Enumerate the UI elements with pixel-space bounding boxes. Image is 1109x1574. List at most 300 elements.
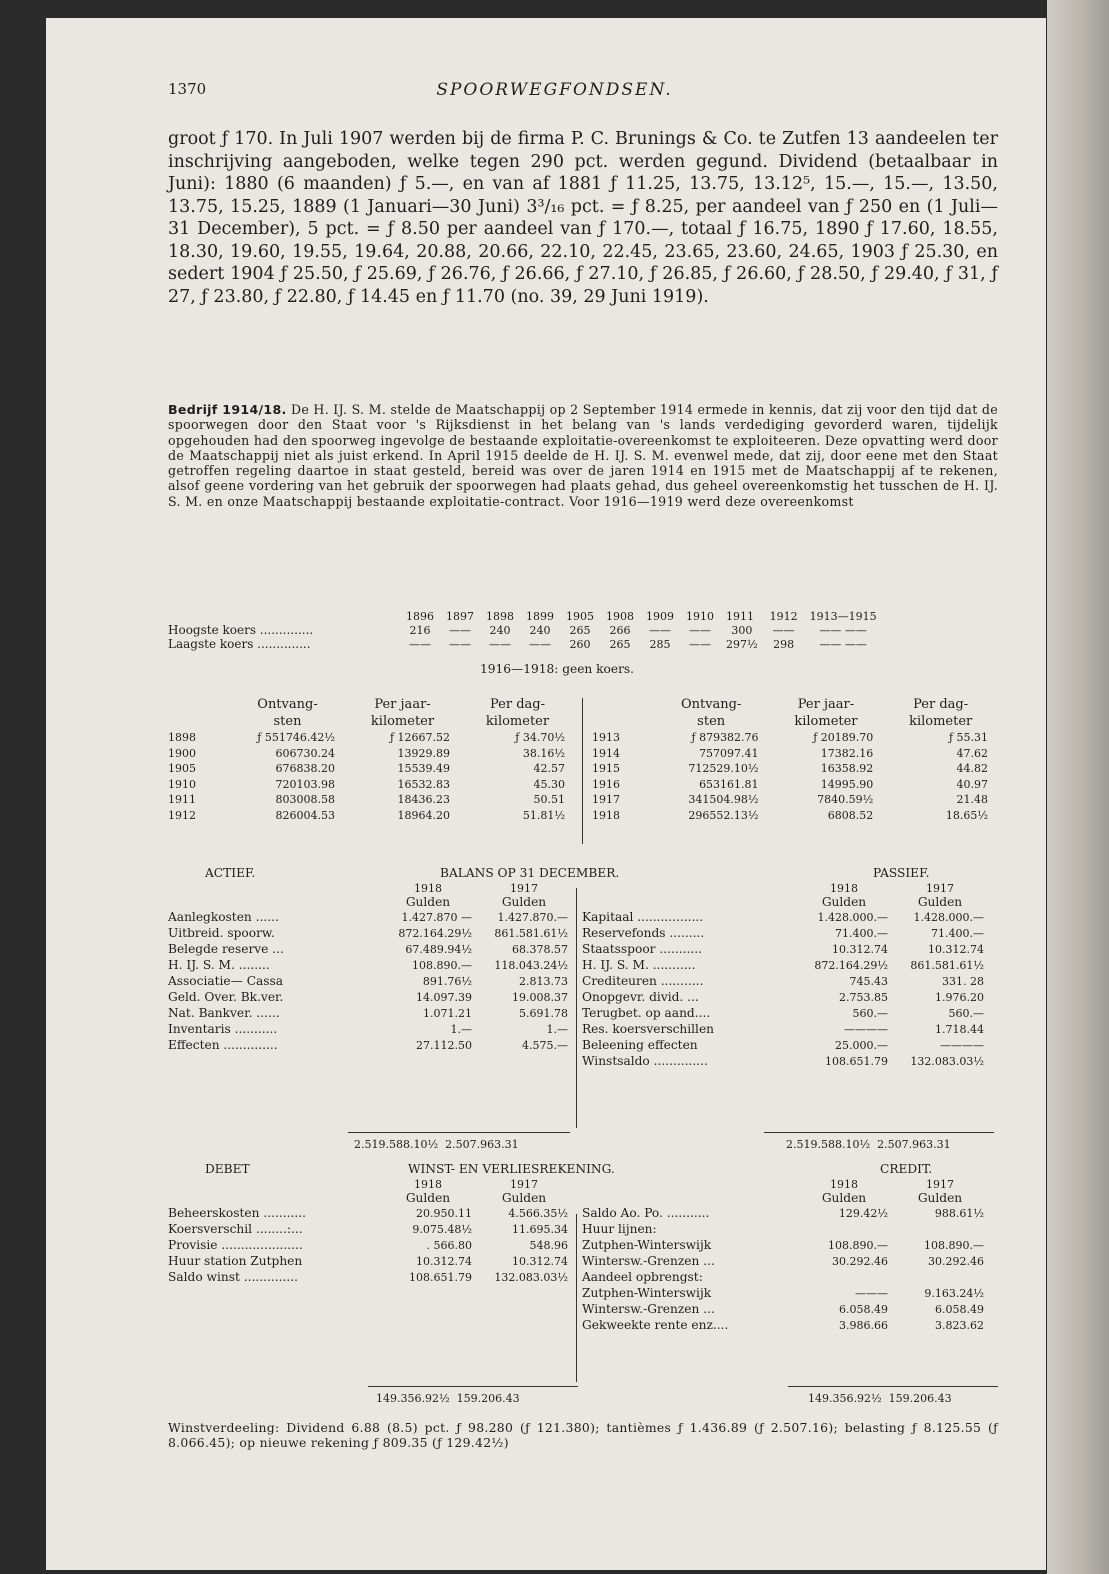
actief-label: Aanlegkosten ...... xyxy=(168,910,279,924)
actief-unit: Gulden xyxy=(501,895,547,909)
passief-value: 872.164.29½ xyxy=(814,958,888,972)
passief-value: 71.400.— xyxy=(835,926,888,940)
actief-value: 27.112.50 xyxy=(416,1038,472,1052)
koers-value: 298 xyxy=(773,637,795,651)
actief-heading: ACTIEF. xyxy=(205,866,256,880)
koers-value: 240 xyxy=(529,623,551,637)
balans-total-rule-left xyxy=(348,1132,570,1133)
koers-label: Laagste koers .............. xyxy=(168,637,311,651)
winst-divider xyxy=(576,1214,577,1382)
passief-value: 1.428.000.— xyxy=(817,910,888,924)
credit-value xyxy=(892,1221,988,1237)
koers-value: —— xyxy=(489,637,511,651)
ontvangsten-header: Per jaar- kilometer xyxy=(794,697,858,729)
credit-value: 6.058.49 xyxy=(839,1302,888,1316)
passief-value: 2.753.85 xyxy=(839,990,888,1004)
ontvangsten-value: 44.82 xyxy=(956,762,988,775)
debet-value: 132.083.03½ xyxy=(494,1270,568,1284)
winstverdeeling-paragraph: Winstverdeeling: Dividend 6.88 (8.5) pct. ƒ 98.280 (ƒ 121.380); tantièmes ƒ 1.436.89 (ƒ 2.507.16); belasting ƒ 8.125.55 (ƒ 8.066.45); op nieuwe rekening ƒ 809.35 (ƒ 129.42½) xyxy=(168,1420,998,1451)
ontvangsten-value: ƒ 879382.76 xyxy=(691,731,759,744)
debet-label: Huur station Zutphen xyxy=(168,1254,303,1268)
credit-value xyxy=(892,1269,988,1285)
ontvangsten-value: 757097.41 xyxy=(699,746,759,760)
actief-row xyxy=(168,1037,572,1053)
ontvangsten-value: 50.51 xyxy=(533,793,565,806)
ontvangsten-header: Per jaar- kilometer xyxy=(370,697,435,729)
ontvangsten-value: ƒ 55.31 xyxy=(948,731,988,744)
ontvangsten-header-row xyxy=(168,696,575,730)
ontvangsten-row xyxy=(168,792,575,808)
bedrijf-text: De H. IJ. S. M. stelde de Maatschappij op 2 September 1914 ermede in kennis, dat zij voor den tijd dat de spoorwegen door den Staat voor 's Rijksdienst in het belang van 's lands verdediging gevorderd waren, tijdelijk opgehouden had den spoorweg ingevolge de bestaande exploitatie-overeenkomst te exploiteeren. Deze opvatting werd door de Maatschappij niet als juist erkend. In April 1915 deelde de H. IJ. S. M. evenwel mede, dat zij, door eene met den Staat getroffen regeling daartoe in staat gesteld, bereid was over de jaren 1914 en 1915 met de Maatschappij af te rekenen, alsof geene vordering van het gebruik der spoorwegen had plaats gehad, dus geheel overeenkomstig het tusschen de H. IJ. S. M. en onze Maatschappij bestaande exploitatie-contract. Voor 1916—1919 werd deze overeenkomst xyxy=(168,402,998,509)
passief-unit: Gulden xyxy=(917,895,963,909)
credit-label: Gekweekte rente enz.... xyxy=(582,1318,729,1332)
passief-label: Beleening effecten xyxy=(582,1038,698,1052)
ontvangsten-value: 18.65½ xyxy=(945,808,988,822)
debet-value: 20.950.11 xyxy=(416,1206,472,1220)
passief-unit: Gulden xyxy=(821,895,867,909)
passief-year: 1918 xyxy=(830,882,858,895)
ontvangsten-header: Ontvang- sten xyxy=(257,697,318,729)
passief-label: Reservefonds ......... xyxy=(582,926,705,940)
page-number: 1370 xyxy=(168,80,207,98)
actief-value: 1.— xyxy=(450,1022,472,1036)
passief-label: Staatsspoor ........... xyxy=(582,942,702,956)
passief-value: 10.312.74 xyxy=(832,942,888,956)
ontvangsten-row xyxy=(168,808,575,824)
actief-label: Nat. Bankver. ...... xyxy=(168,1006,280,1020)
ontvangsten-value: 40.97 xyxy=(956,777,988,791)
winst-total-rule-left xyxy=(368,1386,578,1387)
passief-label: H. IJ. S. M. ........... xyxy=(582,958,696,972)
ontvangsten-row xyxy=(168,746,575,762)
koers-value: —— —— xyxy=(819,637,867,651)
koers-header-row xyxy=(168,610,883,623)
ontvangsten-row xyxy=(592,792,998,808)
credit-label: Wintersw.-Grenzen ... xyxy=(582,1302,715,1316)
ontvangsten-year: 1915 xyxy=(592,762,620,775)
debet-year: 1918 xyxy=(414,1178,442,1191)
debet-label: Provisie ..................... xyxy=(168,1238,303,1252)
debet-row xyxy=(168,1253,572,1269)
ontvangsten-divider xyxy=(582,698,583,844)
ontvangsten-row xyxy=(592,746,998,762)
debet-value: 9.075.48½ xyxy=(412,1222,472,1236)
passief-value: 861.581.61½ xyxy=(910,958,984,972)
credit-label: Huur lijnen: xyxy=(582,1222,657,1236)
credit-value: 108.890.— xyxy=(828,1238,888,1252)
debet-year-row xyxy=(168,1178,572,1191)
credit-row xyxy=(582,1221,988,1237)
ontvangsten-value: 21.48 xyxy=(956,793,988,806)
koers-label: Hoogste koers .............. xyxy=(168,623,314,637)
actief-label: Belegde reserve ... xyxy=(168,942,284,956)
ontvangsten-row xyxy=(592,777,998,793)
actief-value: 1.427.870 — xyxy=(401,910,472,924)
actief-value: 891.76½ xyxy=(422,974,472,988)
ontvangsten-value: 13929.89 xyxy=(397,746,450,760)
ontvangsten-value: 51.81½ xyxy=(522,808,565,822)
debet-value: 4.566.35½ xyxy=(508,1206,568,1220)
koers-value: 240 xyxy=(489,623,511,637)
actief-label: Inventaris ........... xyxy=(168,1022,278,1036)
debet-unit: Gulden xyxy=(405,1191,451,1205)
bedrijf-paragraph xyxy=(168,402,998,509)
actief-value: 1.427.870.— xyxy=(497,910,568,924)
ontvangsten-left xyxy=(168,696,575,823)
debet-corner xyxy=(168,1178,380,1191)
ontvangsten-value: 45.30 xyxy=(533,777,565,791)
actief-label: Geld. Over. Bk.ver. xyxy=(168,990,284,1004)
passief-row xyxy=(582,1037,988,1053)
koers-value: —— xyxy=(449,637,471,651)
credit-corner xyxy=(582,1178,796,1191)
koers-value: —— xyxy=(449,623,471,637)
credit-value: 108.890.— xyxy=(924,1238,984,1252)
ontvangsten-year: 1898 xyxy=(168,731,196,744)
winst-debet xyxy=(168,1178,572,1285)
debet-row xyxy=(168,1221,572,1237)
debet-value: 108.651.79 xyxy=(409,1270,472,1284)
balans-actief xyxy=(168,882,572,1053)
ontvangsten-value: 16358.92 xyxy=(820,762,874,775)
winst-credit xyxy=(582,1178,988,1333)
passief-heading: PASSIEF. xyxy=(873,866,930,880)
passief-row xyxy=(582,1053,988,1069)
winst-total-left: 149.356.92½ 159.206.43 xyxy=(376,1392,520,1405)
passief-row xyxy=(582,989,988,1005)
winst-table xyxy=(168,1178,998,1418)
ontvangsten-row xyxy=(168,761,575,777)
debet-unit: Gulden xyxy=(501,1191,547,1205)
ontvangsten-year: 1910 xyxy=(168,777,196,791)
ontvangsten-value: 296552.13½ xyxy=(688,808,759,822)
ontvangsten-table xyxy=(168,696,998,846)
koers-value: —— xyxy=(409,637,431,651)
passief-year-row xyxy=(582,882,988,895)
credit-value: 988.61½ xyxy=(934,1206,984,1220)
passief-year: 1917 xyxy=(926,882,954,895)
actief-year: 1917 xyxy=(510,882,538,895)
ontvangsten-year: 1918 xyxy=(592,808,620,822)
passief-value: 745.43 xyxy=(849,974,888,988)
koers-grid xyxy=(168,610,883,651)
credit-row xyxy=(582,1301,988,1317)
credit-value: 30.292.46 xyxy=(928,1254,984,1268)
actief-value: 1.071.21 xyxy=(423,1006,472,1020)
running-title: SPOORWEGFONDSEN. xyxy=(436,80,673,100)
koers-value: —— xyxy=(529,637,551,651)
passief-label: Crediteuren ........... xyxy=(582,974,704,988)
koers-value: —— xyxy=(772,623,795,637)
actief-unit: Gulden xyxy=(405,895,451,909)
koers-value: 265 xyxy=(569,623,591,637)
passief-row xyxy=(582,909,988,925)
passief-unit-row xyxy=(582,895,988,909)
ontvangsten-value: 676838.20 xyxy=(275,762,335,775)
credit-unit: Gulden xyxy=(821,1191,867,1205)
actief-label: Associatie— Cassa xyxy=(168,974,284,988)
credit-label: Aandeel opbrengst: xyxy=(582,1270,703,1284)
balans-divider xyxy=(576,888,577,1128)
koers-value: 216 xyxy=(409,623,431,637)
ontvangsten-value: 606730.24 xyxy=(275,746,335,760)
credit-unit: Gulden xyxy=(917,1191,963,1205)
passief-row xyxy=(582,941,988,957)
credit-label: Saldo Ao. Po. ........... xyxy=(582,1206,710,1220)
passief-value: ———— xyxy=(844,1022,888,1036)
credit-year: 1918 xyxy=(830,1178,858,1191)
ontvangsten-row xyxy=(168,730,575,746)
debet-row xyxy=(168,1269,572,1285)
actief-row xyxy=(168,973,572,989)
passief-label: Terugbet. op aand.... xyxy=(582,1006,711,1020)
ontvangsten-value: 712529.10½ xyxy=(688,762,759,775)
ontvangsten-value: 803008.58 xyxy=(275,793,335,806)
debet-label: Beheerskosten ........... xyxy=(168,1206,306,1220)
passief-value: ———— xyxy=(940,1038,984,1052)
actief-year-row xyxy=(168,882,572,895)
koers-value: 297½ xyxy=(726,637,758,651)
debet-row xyxy=(168,1205,572,1221)
balans-total-left: 2.519.588.10½ 2.507.963.31 xyxy=(354,1138,519,1151)
passief-corner xyxy=(582,882,796,895)
koers-year: 1899 xyxy=(526,610,554,623)
actief-value: 872.164.29½ xyxy=(398,926,472,940)
credit-row xyxy=(582,1253,988,1269)
credit-row xyxy=(582,1205,988,1221)
credit-corner xyxy=(582,1191,796,1205)
actief-row xyxy=(168,909,572,925)
koers-value: —— xyxy=(689,637,711,651)
ontvangsten-value: ƒ 34.70½ xyxy=(515,731,565,744)
ontvangsten-value: 14995.90 xyxy=(820,777,874,791)
actief-row xyxy=(168,941,572,957)
ontvangsten-year: 1900 xyxy=(168,746,196,760)
debet-value: 548.96 xyxy=(529,1238,568,1252)
actief-row xyxy=(168,957,572,973)
passief-value: 10.312.74 xyxy=(928,942,984,956)
actief-corner xyxy=(168,882,380,895)
ontvangsten-value: 7840.59½ xyxy=(817,793,874,806)
passief-corner xyxy=(582,895,796,909)
ontvangsten-value: 18436.23 xyxy=(397,793,450,806)
credit-row xyxy=(582,1285,988,1301)
ontvangsten-year: 1916 xyxy=(592,777,620,791)
actief-row xyxy=(168,925,572,941)
ontvangsten-row xyxy=(592,761,998,777)
actief-value: 1.— xyxy=(546,1022,568,1036)
debet-corner xyxy=(168,1191,380,1205)
passief-value: 25.000.— xyxy=(835,1038,888,1052)
koers-year: 1908 xyxy=(606,610,634,623)
passief-value: 560.— xyxy=(852,1006,888,1020)
ontvangsten-value: 720103.98 xyxy=(275,777,335,791)
ontvangsten-year: 1917 xyxy=(592,793,620,806)
book-spine xyxy=(1047,0,1109,1574)
actief-value: 68.378.57 xyxy=(512,942,568,956)
passief-value: 71.400.— xyxy=(931,926,984,940)
actief-year: 1918 xyxy=(414,882,442,895)
debet-value: 11.695.34 xyxy=(512,1222,568,1236)
ontvangsten-row xyxy=(592,730,998,746)
ontvangsten-corner xyxy=(592,696,654,730)
passief-row xyxy=(582,973,988,989)
ontvangsten-header: Per dag- kilometer xyxy=(909,697,973,729)
intro-paragraph: groot ƒ 170. In Juli 1907 werden bij de firma P. C. Brunings & Co. te Zutfen 13 aandeelen ter inschrijving aangeboden, welke tegen 290 pct. werden gegund. Dividend (betaalbaar in Juni): 1880 (6 maanden) ƒ 5.—, en van af 1881 ƒ 11.25, 13.75, 13.12⁵, 15.—, 15.—, 13.50, 13.75, 15.25, 1889 (1 Januari—30 Juni) 3³/₁₆ pct. = ƒ 8.25, per aandeel van ƒ 250 en (1 Juli—31 December), 5 pct. = ƒ 8.50 per aandeel van ƒ 170.—, totaal ƒ 16.75, 1890 ƒ 17.60, 18.55, 18.30, 19.60, 19.55, 19.64, 20.88, 20.66, 22.10, 22.45, 23.65, 23.60, 24.65, 1903 ƒ 25.30, en sedert 1904 ƒ 25.50, ƒ 25.69, ƒ 26.76, ƒ 26.66, ƒ 27.10, ƒ 26.85, ƒ 26.60, ƒ 28.50, ƒ 29.40, ƒ 31, ƒ 27, ƒ 23.80, ƒ 22.80, ƒ 14.45 en ƒ 11.70 (no. 39, 29 Juni 1919). xyxy=(168,129,998,307)
credit-value: ——— xyxy=(855,1286,888,1300)
koers-year: 1896 xyxy=(406,610,434,623)
credit-year-row xyxy=(582,1178,988,1191)
ontvangsten-year: 1905 xyxy=(168,762,196,775)
koers-year: 1913—1915 xyxy=(809,610,877,623)
actief-value: 861.581.61½ xyxy=(494,926,568,940)
actief-value: 2.813.73 xyxy=(519,974,568,988)
credit-label: Wintersw.-Grenzen ... xyxy=(582,1254,715,1268)
ontvangsten-year: 1913 xyxy=(592,731,620,744)
debet-label: Saldo winst .............. xyxy=(168,1270,298,1284)
ontvangsten-corner xyxy=(168,696,230,730)
koers-year: 1912 xyxy=(769,610,798,623)
passief-label: Kapitaal ................. xyxy=(582,910,704,924)
balans-table xyxy=(168,882,998,1150)
ontvangsten-year: 1911 xyxy=(168,793,196,806)
actief-value: 5.691.78 xyxy=(519,1006,568,1020)
credit-label: Zutphen-Winterswijk xyxy=(582,1238,712,1252)
passief-value: 1.428.000.— xyxy=(913,910,984,924)
koers-value: 265 xyxy=(609,637,631,651)
koers-note: 1916—1918: geen koers. xyxy=(480,662,635,676)
credit-value: 129.42½ xyxy=(838,1206,888,1220)
ontvangsten-value: 42.57 xyxy=(533,762,565,775)
credit-value: 30.292.46 xyxy=(832,1254,888,1268)
koers-value: —— xyxy=(649,623,671,637)
bedrijf-label: Bedrijf 1914/18. xyxy=(168,402,287,417)
ontvangsten-value: 16532.83 xyxy=(397,777,450,791)
ontvangsten-value: 6808.52 xyxy=(827,808,874,822)
winst-total-right: 149.356.92½ 159.206.43 xyxy=(808,1392,952,1405)
koers-value: 260 xyxy=(569,637,591,651)
passief-value: 1.718.44 xyxy=(935,1022,984,1036)
koers-year: 1909 xyxy=(646,610,674,623)
koers-year: 1897 xyxy=(446,610,474,623)
koers-value: —— —— xyxy=(819,623,867,637)
actief-row xyxy=(168,1021,572,1037)
debet-heading: DEBET xyxy=(205,1162,250,1176)
passief-row xyxy=(582,1021,988,1037)
actief-corner xyxy=(168,895,380,909)
ontvangsten-value: 38.16½ xyxy=(522,746,565,760)
credit-value: 3.986.66 xyxy=(839,1318,888,1332)
actief-label: H. IJ. S. M. ........ xyxy=(168,958,270,972)
ontvangsten-year: 1914 xyxy=(592,746,620,760)
actief-unit-row xyxy=(168,895,572,909)
balans-passief xyxy=(582,882,988,1069)
winst-total-rule-right xyxy=(788,1386,998,1387)
passief-row xyxy=(582,957,988,973)
ontvangsten-value: 653161.81 xyxy=(699,777,759,791)
debet-label: Koersverschil ........:... xyxy=(168,1222,303,1236)
debet-year: 1917 xyxy=(510,1178,538,1191)
koers-year: 1905 xyxy=(566,610,594,623)
credit-value: 6.058.49 xyxy=(935,1302,984,1316)
debet-value: 10.312.74 xyxy=(512,1254,568,1268)
passief-row xyxy=(582,1005,988,1021)
ontvangsten-value: 341504.98½ xyxy=(688,793,759,806)
koers-row xyxy=(168,623,883,637)
koers-year: 1910 xyxy=(686,610,714,623)
koers-year: 1898 xyxy=(486,610,514,623)
koers-table xyxy=(168,610,883,651)
koers-value: 285 xyxy=(649,637,671,651)
actief-row xyxy=(168,1005,572,1021)
debet-unit-row xyxy=(168,1191,572,1205)
actief-value: 14.097.39 xyxy=(416,990,472,1004)
actief-value: 67.489.94½ xyxy=(405,942,472,956)
ontvangsten-value: ƒ 12667.52 xyxy=(389,731,450,744)
actief-value: 19.008.37 xyxy=(512,990,568,1004)
ontvangsten-value: 17382.16 xyxy=(820,746,874,760)
credit-row xyxy=(582,1237,988,1253)
passief-row xyxy=(582,925,988,941)
debet-row xyxy=(168,1237,572,1253)
passief-value: 1.976.20 xyxy=(935,990,984,1004)
ontvangsten-value: 18964.20 xyxy=(397,808,450,822)
credit-heading: CREDIT. xyxy=(880,1162,933,1176)
credit-value: 9.163.24½ xyxy=(924,1286,984,1300)
credit-row xyxy=(582,1269,988,1285)
actief-value: 118.043.24½ xyxy=(494,958,568,972)
koers-year: 1911 xyxy=(726,610,754,623)
credit-value xyxy=(796,1221,892,1237)
debet-value: 10.312.74 xyxy=(416,1254,472,1268)
actief-value: 108.890.— xyxy=(412,958,472,972)
ontvangsten-year: 1912 xyxy=(168,808,196,822)
actief-label: Uitbreid. spoorw. xyxy=(168,926,275,940)
ontvangsten-value: ƒ 20189.70 xyxy=(813,731,874,744)
winst-heading: WINST- EN VERLIESREKENING. xyxy=(408,1162,615,1176)
actief-row xyxy=(168,989,572,1005)
ontvangsten-row xyxy=(592,808,998,824)
koers-corner xyxy=(168,610,400,623)
balans-total-rule-right xyxy=(764,1132,994,1133)
actief-value: 4.575.— xyxy=(522,1038,568,1052)
koers-value: —— xyxy=(689,623,711,637)
balans-heading: BALANS OP 31 DECEMBER. xyxy=(440,866,620,880)
ontvangsten-value: 47.62 xyxy=(956,746,988,760)
credit-value: 3.823.62 xyxy=(935,1318,984,1332)
koers-row xyxy=(168,637,883,651)
koers-value: 300 xyxy=(731,623,753,637)
passief-value: 108.651.79 xyxy=(825,1054,888,1068)
ontvangsten-value: 15539.49 xyxy=(397,762,450,775)
passief-label: Winstsaldo .............. xyxy=(582,1054,708,1068)
passief-value: 331. 28 xyxy=(942,974,984,988)
ontvangsten-value: 826004.53 xyxy=(275,808,335,822)
ontvangsten-header: Ontvang- sten xyxy=(680,697,742,729)
debet-value: . 566.80 xyxy=(426,1238,472,1252)
ontvangsten-header: Per dag- kilometer xyxy=(485,697,550,729)
koers-value: 266 xyxy=(609,623,631,637)
passief-label: Res. koersverschillen xyxy=(582,1022,715,1036)
credit-label: Zutphen-Winterswijk xyxy=(582,1286,712,1300)
credit-row xyxy=(582,1317,988,1333)
ontvangsten-value: ƒ 551746.42½ xyxy=(257,731,335,744)
actief-label: Effecten .............. xyxy=(168,1038,278,1052)
credit-value xyxy=(796,1269,892,1285)
ontvangsten-header-row xyxy=(592,696,998,730)
balans-total-right: 2.519.588.10½ 2.507.963.31 xyxy=(786,1138,951,1151)
passief-label: Onopgevr. divid. ... xyxy=(582,990,699,1004)
